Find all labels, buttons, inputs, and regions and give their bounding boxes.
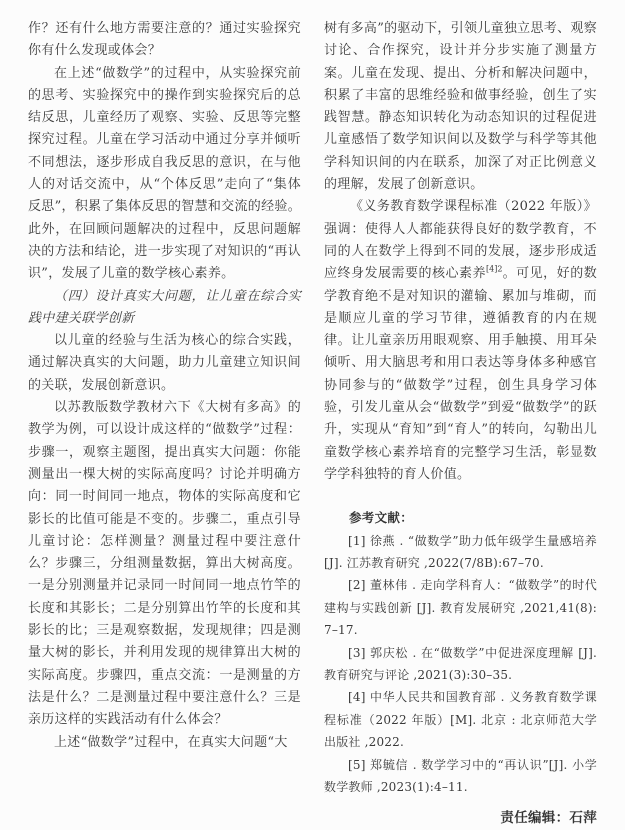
editor-note: 责任编辑：石萍: [500, 810, 597, 827]
paragraph-text-before-citation: 《义务教育数学课程标准（2022 年版）》强调：使得人人都能获得良好的数学教育，不同的人在数学上得到不同的发展，逐步形成适应终身发展需要的核心素养: [324, 199, 597, 282]
paragraph-text-after-citation: 。可见，好的数学教育绝不是对知识的灌输、累加与堆砌，而是顺应儿童的学习节律，遵循教育的内在规律。让儿童亲历用眼观察、用手触摸、用耳朵倾听、用大脑思考和用口表达等身体多种感官协同参与的“做数学”过程，创生具身学习体验，引发儿童从会“做数学”到爱“做数学”的跃升，实现从“育知”到“育人”的转向，勾勒出儿童数学核心素养培育的完整学习生活，彰显数学学科独特的育人价值。: [324, 266, 597, 482]
reference-item-3: [3] 郭庆松 . 在“做数学”中促进深度理解 [J]. 教育研究与评论 ,2021(3):30–35.: [324, 645, 597, 682]
reference-item-2: [2] 董林伟 . 走向学科育人：“做数学”的时代建构与实践创新 [J]. 教育发展研究 ,2021,41(8):7–17.: [324, 578, 597, 638]
section-heading-four: （四）设计真实大问题，让儿童在综合实践中建关联学创新: [28, 288, 301, 326]
left-column: [28, 18, 301, 796]
paragraph-continues-to-next-column: 上述“做数学”过程中，在真实大问题“大: [54, 734, 288, 750]
paragraph-continued-from-previous-page: 作？还有什么地方需要注意的？通过实验探究你有什么发现或体会？: [28, 21, 301, 59]
paragraph-curriculum-standard: [324, 196, 597, 486]
paragraph-continued-from-left-column: 树有多高”的驱动下，引领儿童独立思考、观察讨论、合作探究，设计并分步实施了测量方案。儿童在发现、提出、分析和解决问题中，积累了丰富的思维经验和做事经验，创生了实践智慧。静态知识转化为动态知识的过程促进儿童感悟了数学知识间以及数学与科学等其他学科知识间的内在联系，加深了对正比例意义的理解，发展了创新意识。: [324, 21, 597, 193]
paragraph-tree-height-example: 以苏教版数学教材六下《大树有多高》的教学为例，可以设计成这样的“做数学”过程：步骤一，观察主题图，提出真实大问题：你能测量出一棵大树的实际高度吗？讨论并明确方向：同一时间同一地点，物体的实际高度和它影长的比值可能是不变的。步骤二，重点引导儿童讨论：怎样测量？测量过程中要注意什么？步骤三，分组测量数据，算出大树高度。一是分别测量并记录同一时间同一地点竹竿的长度和其影长；二是分别算出竹竿的长度和其影长的比；三是观察数据，发现规律；四是测量大树的影长，并利用发现的规律算出大树的实际高度。步骤四，重点交流：一是测量的方法是什么？二是测量过程中要注意什么？三是亲历这样的实践活动有什么体会？: [28, 400, 301, 728]
citation-superscript: [4]2: [486, 264, 503, 274]
paragraph-reflection-process: 在上述“做数学”的过程中，从实验探究前的思考、实验探究中的操作到实验探究后的总结反思，儿童经历了观察、实验、反思等完整探究过程。儿童在学习活动中通过分享并倾听不同想法，逐步形成自我反思的意识，在与他人的对话交流中，从“个体反思”走向了“集体反思”，积累了集体反思的智慧和交流的经验。此外，在回顾问题解决的过程中，反思问题解决的方法和结论，进一步实现了对知识的“再认识”，发展了儿童的数学核心素养。: [28, 65, 301, 282]
reference-item-1: [1] 徐燕 . “做数学”助力低年级学生量感培养 [J]. 江苏教育研究 ,2022(7/8B):67–70.: [324, 533, 597, 570]
reference-item-5: [5] 郑毓信 . 数学学习中的“再认识”[J]. 小学数学教师 ,2023(1):4–11.: [324, 757, 597, 794]
paragraph-comprehensive-practice: 以儿童的经验与生活为核心的综合实践，通过解决真实的大问题，助力儿童建立知识间的关联，发展创新意识。: [28, 333, 301, 393]
references-header: 参考文献：: [349, 510, 414, 526]
right-column: [324, 18, 597, 827]
reference-item-4: [4] 中华人民共和国教育部 . 义务教育数学课程标准（2022 年版）[M]. 北京 : 北京师范大学出版社 ,2022.: [324, 690, 597, 750]
